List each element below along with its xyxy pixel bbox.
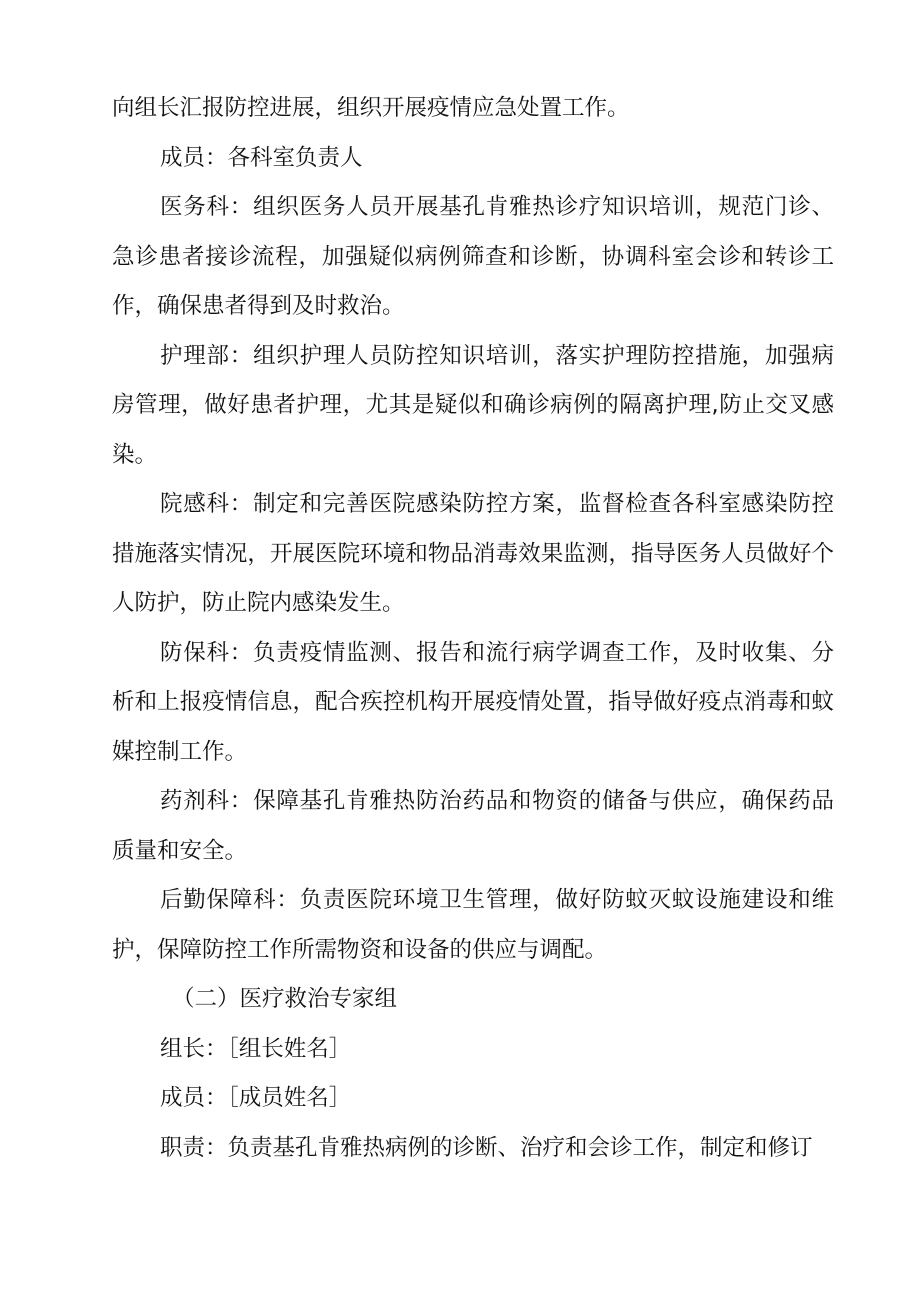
paragraph-group-members: 成员：［成员姓名］	[160, 1085, 352, 1111]
section-heading-expert-group: （二）医疗救治专家组	[172, 986, 398, 1012]
paragraph-group-leader: 组长：［组长姓名］	[160, 1035, 352, 1062]
paragraph-continuation: 向组长汇报防控进展，组织开展疫情应急处置工作。	[112, 95, 630, 121]
paragraph-nursing: 护理部：组织护理人员防控知识培训，落实护理防控措施，加强病房管理，做好患者护理，尤其是疑似和确诊病例的隔离护理,防止交叉感染。	[112, 342, 834, 468]
paragraph-prevention: 防保科：负责疫情监测、报告和流行病学调查工作，及时收集、分析和上报疫情信息，配合疾控机构开展疫情处置，指导做好疫点消毒和蚊媒控制工作。	[112, 639, 834, 765]
document-body	[112, 84, 834, 1173]
paragraph-logistics: 后勤保障科：负责医院环境卫生管理，做好防蚊灭蚊设施建设和维护，保障防控工作所需物资和设备的供应与调配。	[112, 887, 834, 963]
paragraph-duties: 职责：负责基孔肯雅热病例的诊断、治疗和会诊工作，制定和修订	[160, 1134, 813, 1161]
paragraph-medical-affairs: 医务科：组织医务人员开展基孔肯雅热诊疗知识培训，规范门诊、急诊患者接诊流程，加强疑似病例筛查和诊断，协调科室会诊和转诊工作，确保患者得到及时救治。	[112, 194, 834, 319]
paragraph-infection-control: 院感科：制定和完善医院感染防控方案，监督检查各科室感染防控措施落实情况，开展医院环境和物品消毒效果监测，指导医务人员做好个人防护，防止院内感染发生。	[112, 491, 834, 616]
paragraph-pharmacy: 药剂科：保障基孔肯雅热防治药品和物资的储备与供应，确保药品质量和安全。	[112, 788, 834, 864]
paragraph-members: 成员：各科室负责人	[160, 144, 363, 171]
